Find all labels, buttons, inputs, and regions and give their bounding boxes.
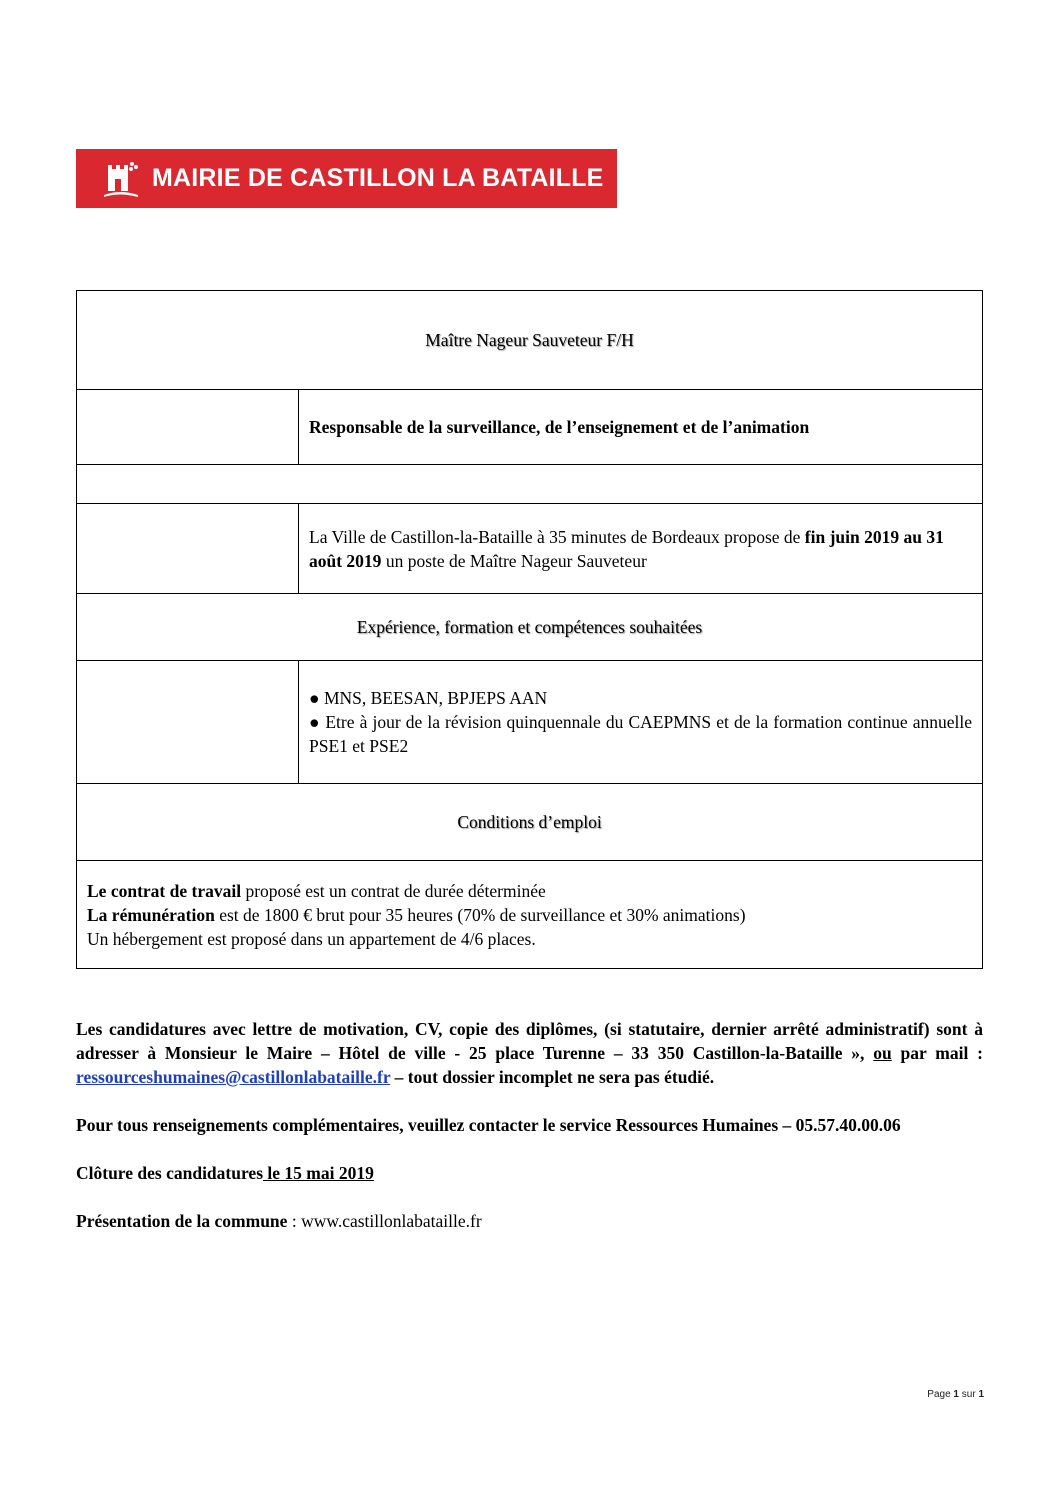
empty-cell xyxy=(77,504,299,594)
deadline-date: le 15 mai 2019 xyxy=(263,1163,374,1183)
footer-page-total: 1 xyxy=(978,1389,984,1400)
footer-page: Page xyxy=(927,1389,954,1400)
requirements-heading-row xyxy=(77,594,983,661)
description-dates: fin juin 2019 au 31 août 2019 xyxy=(309,526,944,571)
subtitle-row xyxy=(77,390,983,465)
contract-label: Le contrat de travail xyxy=(87,880,242,901)
logo-text: MAIRIE DE CASTILLON LA BATAILLE xyxy=(152,164,604,192)
empty-cell xyxy=(77,465,983,504)
logo-banner xyxy=(76,149,617,208)
application-text-mail: par mail : xyxy=(891,1043,983,1063)
empty-row xyxy=(77,465,983,504)
conditions-heading-row xyxy=(77,784,983,861)
presentation-label: Présentation de la commune xyxy=(76,1211,288,1231)
empty-cell xyxy=(77,390,299,465)
pay-label: La rémunération xyxy=(87,904,215,925)
conditions-row xyxy=(77,861,983,969)
application-paragraph xyxy=(76,1017,983,1089)
page-footer xyxy=(927,1389,984,1400)
title-row xyxy=(77,291,983,390)
footer-sur: sur xyxy=(958,1389,979,1400)
conditions-text xyxy=(77,861,983,969)
job-description xyxy=(299,504,983,594)
presentation-url: www.castillonlabataille.fr xyxy=(301,1211,482,1231)
job-subtitle: Responsable de la surveillance, de l’enseignement et de l’animation xyxy=(299,390,983,465)
description-text-end: un poste de Maître Nageur Sauveteur xyxy=(381,550,647,571)
presentation-paragraph xyxy=(76,1209,983,1233)
requirement-item: ● Etre à jour de la révision quinquennale du CAEPMNS et de la formation continue annuelle PSE1 et PSE2 xyxy=(309,712,972,756)
description-text: La Ville de Castillon-la-Bataille à 35 minutes de Bordeaux propose de xyxy=(309,526,805,547)
contract-text: proposé est un contrat de durée déterminée xyxy=(241,880,546,901)
description-row xyxy=(77,504,983,594)
email-link[interactable]: ressourceshumaines@castillonlabataille.fr xyxy=(76,1067,391,1087)
deadline-paragraph xyxy=(76,1161,983,1185)
requirements-heading: Expérience, formation et compétences souhaitées xyxy=(77,594,983,661)
requirements-row xyxy=(77,661,983,784)
deadline-label: Clôture des candidatures xyxy=(76,1163,264,1183)
housing-text: Un hébergement est proposé dans un appartement de 4/6 places. xyxy=(87,928,536,949)
application-text: Les candidatures avec lettre de motivation, CV, copie des diplômes, (si statutaire, dernier arrêté administratif) sont à adresser à Monsieur le Maire – Hôtel de ville - 25 place Turenne – 33 350 Castillon-la-Bataille », xyxy=(76,1019,983,1063)
job-title: Maître Nageur Sauveteur F/H xyxy=(77,291,983,390)
contact-paragraph: Pour tous renseignements complémentaires, veuillez contacter le service Ressources Humaines – 05.57.40.00.06 xyxy=(76,1115,901,1135)
footer-page-number: 1 xyxy=(953,1389,959,1400)
presentation-sep: : xyxy=(287,1211,302,1231)
or-text: ou xyxy=(873,1043,892,1063)
requirement-item: ● MNS, BEESAN, BPJEPS AAN xyxy=(309,688,548,708)
job-offer-table xyxy=(76,290,983,969)
application-text-end: – tout dossier incomplet ne sera pas étudié. xyxy=(390,1067,715,1087)
empty-cell xyxy=(77,661,299,784)
requirements-list xyxy=(299,661,983,784)
castle-icon xyxy=(102,159,142,199)
pay-text: est de 1800 € brut pour 35 heures (70% de surveillance et 30% animations) xyxy=(214,904,746,925)
conditions-heading: Conditions d’emploi xyxy=(77,784,983,861)
application-notes xyxy=(76,1017,983,1233)
